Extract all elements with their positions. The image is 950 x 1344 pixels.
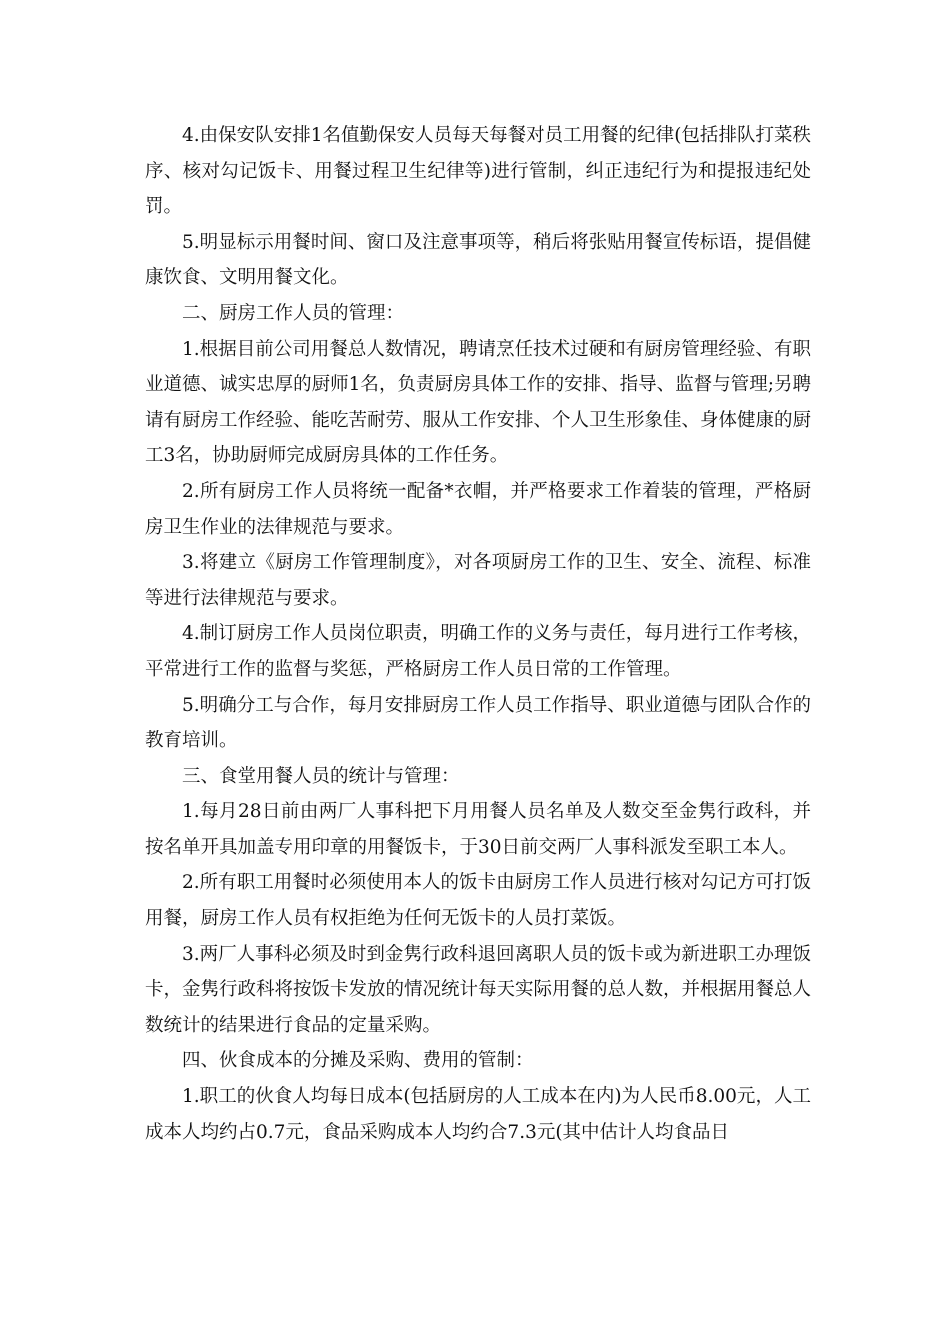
paragraph-monthly-list: 1.每月28日前由两厂人事科把下月用餐人员名单及人数交至金隽行政科，并按名单开具加盖专用印章的用餐饭卡，于30日前交两厂人事科派发至职工本人。 [145, 801, 811, 858]
paragraph-daily-cost: 1.职工的伙食人均每日成本(包括厨房的人工成本在内)为人民币8.00元，人工成本人均约占0.7元，食品采购成本人均约合7.3元(其中估计人均食品日 [145, 1086, 811, 1143]
document-body [145, 118, 811, 1150]
paragraph-job-duties: 4.制订厨房工作人员岗位职责，明确工作的义务与责任，每月进行工作考核，平常进行工作的监督与奖惩，严格厨房工作人员日常的工作管理。 [145, 623, 811, 680]
paragraph-kitchen-rules: 3.将建立《厨房工作管理制度》，对各项厨房工作的卫生、安全、流程、标准等进行法律规范与要求。 [145, 552, 811, 609]
paragraph-meal-signage: 5.明显标示用餐时间、窗口及注意事项等，稍后将张贴用餐宣传标语，提倡健康饮食、文明用餐文化。 [145, 231, 811, 289]
paragraph-hire-chef: 1.根据目前公司用餐总人数情况，聘请烹任技术过硬和有厨房管理经验、有职业道德、诚实忠厚的厨师1名，负责厨房具体工作的安排、指导、监督与管理;另聘请有厨房工作经验、能吃苦耐劳、服从工作安排、个人卫生形象佳、身体健康的厨工3名，协助厨师完成厨房具体的工作任务。 [145, 338, 812, 467]
paragraph-training: 5.明确分工与合作，每月安排厨房工作人员工作指导、职业道德与团队合作的教育培训。 [145, 694, 811, 752]
section-heading-diners: 三、食堂用餐人员的统计与管理： [182, 765, 460, 787]
paragraph-card-return: 3.两厂人事科必须及时到金隽行政科退回离职人员的饭卡或为新进职工办理饭卡，金隽行政科将按饭卡发放的情况统计每天实际用餐的总人数，并根据用餐总人数统计的结果进行食品的定量采购。 [145, 943, 812, 1036]
paragraph-uniforms: 2.所有厨房工作人员将统一配备*衣帽，并严格要求工作着装的管理，严格厨房卫生作业的法律规范与要求。 [145, 480, 811, 538]
section-heading-kitchen-staff: 二、厨房工作人员的管理： [182, 302, 405, 324]
paragraph-security-discipline: 4.由保安队安排1名值勤保安人员每天每餐对员工用餐的纪律(包括排队打菜秩序、核对勾记饭卡、用餐过程卫生纪律等)进行管制，纠正违纪行为和提报违纪处罚。 [145, 125, 811, 218]
paragraph-meal-card-use: 2.所有职工用餐时必须使用本人的饭卡由厨房工作人员进行核对勾记方可打饭用餐，厨房工作人员有权拒绝为任何无饭卡的人员打菜饭。 [145, 872, 811, 930]
section-heading-cost: 四、伙食成本的分摊及采购、费用的管制： [182, 1050, 534, 1072]
